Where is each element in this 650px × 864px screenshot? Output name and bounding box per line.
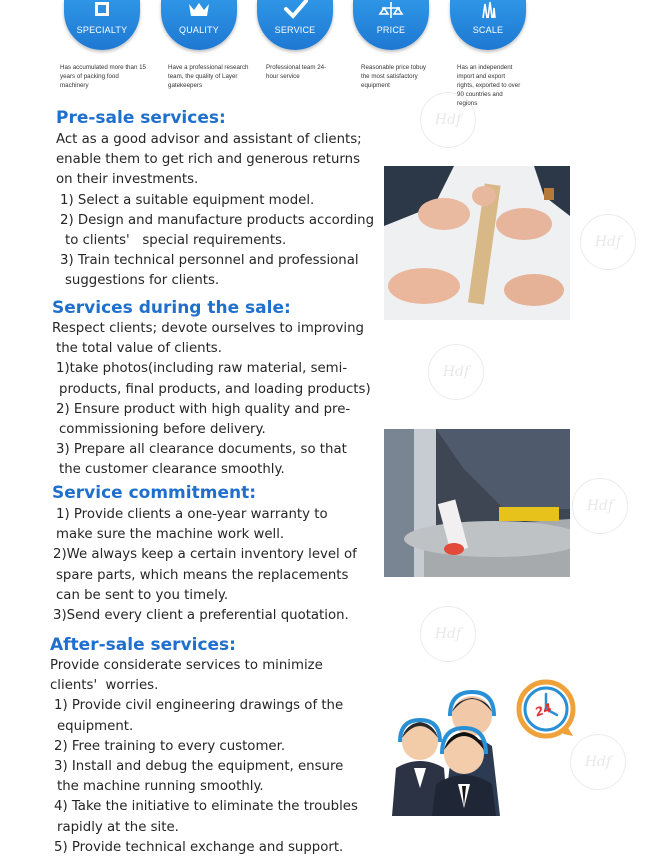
after-sale-line: equipment. (57, 718, 134, 734)
presale-line: 2) Design and manufacture products according (60, 212, 375, 228)
after-sale-section (50, 635, 358, 858)
commitment-line: can be sent to you timely. (56, 587, 229, 603)
after-sale-line: 5) Provide technical exchange and support. (54, 839, 344, 855)
during-line: the customer clearance smoothly. (59, 462, 285, 478)
commitment-line: make sure the machine work well. (56, 527, 285, 543)
commitment-title: Service commitment: (52, 483, 256, 503)
after-sale-line: Provide considerate services to minimize (50, 658, 323, 673)
after-sale-title: After-sale services: (50, 635, 236, 655)
presale-line: suggestions for clients. (65, 273, 220, 289)
after-sale-line: the machine running smoothly. (57, 779, 264, 795)
building-icon (473, 0, 503, 26)
during-line: 1)take photos(including raw material, semi- (56, 361, 348, 377)
commitment-line: 2)We always keep a certain inventory level of (53, 547, 357, 563)
during-line: products, final products, and loading products) (59, 381, 371, 397)
after-sale-line: 1) Provide civil engineering drawings of the (54, 698, 344, 714)
badge-specialty (64, 0, 140, 50)
feature-badges (0, 0, 650, 110)
badge-desc-specialty: Has accumulated more than 15 years of packing food machinery (60, 64, 146, 89)
presale-line: enable them to get rich and generous returns (56, 152, 361, 168)
after-sale-line: 3) Install and debug the equipment, ensure (54, 759, 344, 775)
presale-line: 3) Train technical personnel and professional (60, 253, 359, 269)
after-sale-line: 2) Free training to every customer. (54, 738, 286, 754)
presale-line: 1) Select a suitable equipment model. (60, 192, 315, 208)
after-sale-line: 4) Take the initiative to eliminate the troubles (54, 799, 358, 815)
watermark: Hdf (570, 734, 626, 790)
badge-desc-price: Reasonable price tobuy the most satisfactory equipment (361, 64, 427, 89)
during-line: 3) Prepare all clearance documents, so that (56, 442, 347, 458)
hands-meeting-photo (384, 166, 570, 320)
watermark: Hdf (572, 478, 628, 534)
box-icon (87, 0, 117, 26)
badge-scale (450, 0, 526, 50)
presale-line: on their investments. (56, 172, 199, 188)
presale-line: to clients' special requirements. (65, 233, 287, 249)
badge-label: PRICE (376, 25, 406, 35)
badge-label: SERVICE (274, 25, 316, 35)
during-line: Respect clients; devote ourselves to improving (52, 321, 364, 336)
commitment-section (52, 483, 357, 626)
checkmark-icon (280, 0, 310, 26)
badge-service (257, 0, 333, 50)
watermark: Hdf (428, 344, 484, 400)
after-sale-line: clients' worries. (50, 678, 159, 694)
scale-icon (376, 0, 406, 26)
clock-number: 24 (533, 700, 554, 720)
commitment-line: spare parts, which means the replacements (56, 567, 349, 583)
badge-label: SPECIALTY (76, 25, 128, 35)
presale-line: Act as a good advisor and assistant of clients; (56, 132, 362, 147)
during-line: the total value of clients. (56, 341, 222, 357)
badge-desc-quality: Have a professional research team, the quality of Layer gatekeepers (168, 64, 249, 89)
commitment-line: 3)Send every client a preferential quotation. (53, 608, 349, 624)
during-line: commissioning before delivery. (59, 422, 266, 438)
presale-section (56, 108, 374, 292)
badge-quality (161, 0, 237, 50)
during-line: 2) Ensure product with high quality and pre- (56, 401, 351, 417)
badge-label: SCALE (472, 25, 504, 35)
commitment-line: 1) Provide clients a one-year warranty to (56, 507, 328, 522)
badge-desc-scale: Has an independent import and export rights, exported to over 90 countries and regions (457, 64, 521, 107)
badge-label: QUALITY (179, 25, 219, 35)
during-sale-section (52, 298, 371, 481)
watermark: Hdf (420, 606, 476, 662)
clock-24h-icon (515, 678, 577, 740)
badge-price (353, 0, 429, 50)
watermark: Hdf (580, 214, 636, 270)
worker-inspection-photo (384, 429, 570, 577)
after-sale-line: rapidly at the site. (57, 819, 179, 835)
during-sale-title: Services during the sale: (52, 298, 291, 318)
crown-icon (184, 0, 214, 26)
presale-title: Pre-sale services: (56, 108, 226, 128)
watermark: Hdf (420, 92, 476, 148)
badge-desc-service: Professional team 24-hour service (266, 64, 327, 80)
